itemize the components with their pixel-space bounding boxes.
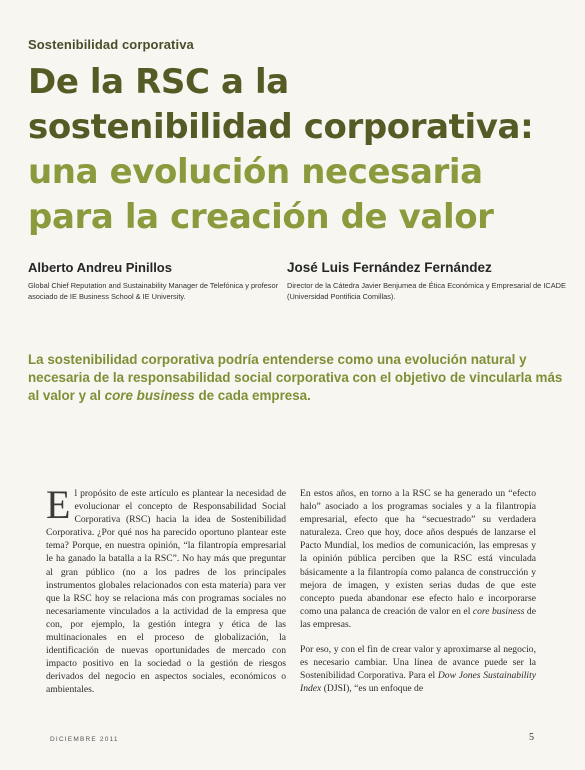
body-emphasis: Dow Jones Sustainability Index	[300, 670, 536, 695]
body-column-right	[300, 487, 536, 695]
issue-date: DICIEMBRE 2011	[50, 736, 119, 743]
title-line: para la creación de valor	[28, 197, 494, 237]
body-text: (DJSI), “es un enfoque de	[321, 683, 424, 695]
author-block	[28, 260, 283, 302]
author-block	[287, 260, 572, 302]
body-paragraph	[300, 643, 536, 695]
author-bio: Global Chief Reputation and Sustainability Manager de Telefónica y profesor asociado de IE Business School & IE University.	[28, 281, 279, 302]
author-name: José Luis Fernández Fernández	[287, 260, 492, 275]
body-text: l propósito de este artículo es plantear la necesidad de evolucionar el concepto de Responsabilidad Social Corporativa (RSC) hacia la idea de Sostenibilidad Corporativa. ¿Por qué nos ha parecido oportuno plantear este tema? Porque, en nuestra opinión, “la filantropía empresarial le ha ganado la batalla a la RSC”. No hay más que preguntar al gran público (no a los padres de los principales instrumentos globales relacionados con esta materia) para ver que la RSC hoy se relaciona más con programas sociales no necesariamente vinculados a la actividad de la empresa que con, por ejemplo, la gestión íntegra y ética de las multinacionales en el proceso de globalización, la identificación de nuevas oportunidades de mercado con impacto positivo en la sociedad o la gestión de riesgos derivados del negocio en aspectos sociales, económicos o ambientales.	[46, 488, 286, 696]
body-paragraph	[300, 487, 536, 631]
intro-text: de cada empresa.	[194, 388, 311, 403]
drop-cap: E	[46, 482, 71, 527]
author-bio: Director de la Cátedra Javier Benjumea de Ética Económica y Empresarial de ICADE (Universidad Pontificia Comillas).	[287, 281, 566, 302]
section-label: Sostenibilidad corporativa	[28, 37, 194, 52]
body-text: En estos años, en torno a la RSC se ha generado un “efecto halo” asociado a los programas sociales y a la filantropía empresarial, efecto que ha “secuestrado” su verdadera naturaleza. Creo que hoy, doce años después de lanzarse el Pacto Mundial, los medios de comunicación, las empresas y la opinión pública perciben que la RSC está vinculada básicamente a la filantropía como palanca de construcción y mejora de imagen, y existen serias dudas de que este concepto pueda abandonar ese efecto halo e incorporarse como una palanca de creación de valor en el	[300, 488, 536, 617]
intro-emphasis: core business	[104, 388, 195, 403]
intro-lead	[28, 351, 563, 405]
article-title	[28, 60, 573, 240]
body-emphasis: core business	[472, 605, 525, 617]
body-column-left	[46, 482, 286, 697]
intro-text: La sostenibilidad corporativa podría entenderse como una evolución natural y necesaria de la responsabilidad social corporativa con el objetivo de vincularla más al valor y al	[28, 352, 563, 403]
body-text: de las empresas.	[300, 605, 536, 630]
title-line: una evolución necesaria	[28, 152, 483, 192]
title-line: sostenibilidad corporativa:	[28, 107, 534, 147]
page-number: 5	[529, 732, 534, 743]
body-paragraph	[46, 482, 286, 697]
author-name: Alberto Andreu Pinillos	[28, 260, 172, 275]
body-text: Por eso, y con el fin de crear valor y aproximarse al negocio, es necesario cambiar. Una línea de avance puede ser la Sostenibilidad Corporativa. Para el	[300, 644, 536, 682]
title-line: De la RSC a la	[28, 62, 289, 102]
